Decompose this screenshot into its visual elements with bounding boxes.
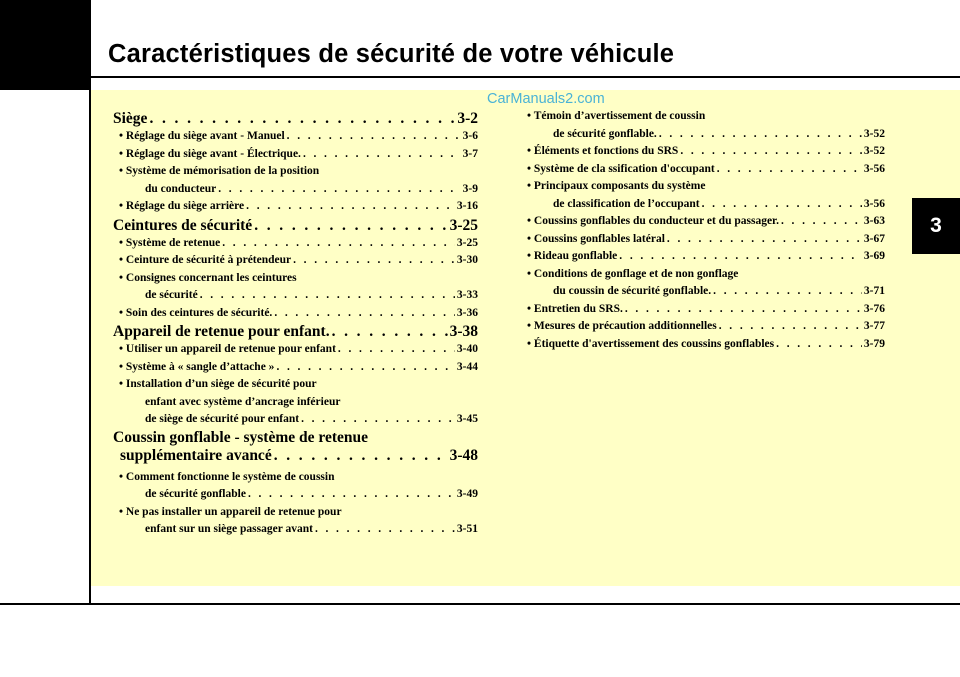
toc-section-siege[interactable]: Siège . . . 3-2	[113, 110, 478, 128]
toc-item-reglage-manuel[interactable]: • Réglage du siège avant - Manuel . . . 3-6	[113, 128, 478, 146]
toc-item-reglage-electrique[interactable]: • Réglage du siège avant - Électrique. . . . 3-7	[113, 146, 478, 164]
toc-item-memorisation-line1: • Système de mémorisation de la position	[119, 165, 320, 177]
toc-section-ceintures[interactable]: Ceintures de sécurité . . . 3-25	[113, 217, 478, 235]
toc-item-ne-pas-line1: • Ne pas installer un appareil de retenue pour	[119, 505, 342, 518]
toc-item-comment-line1: • Comment fonctionne le système de coussin	[119, 470, 335, 483]
toc-section-appareil[interactable]: Appareil de retenue pour enfant. . . . 3-38	[113, 323, 478, 341]
toc-item-consignes-line1: • Consignes concernant les ceintures	[119, 271, 297, 284]
toc-item-principaux-line1: • Principaux composants du système	[527, 180, 706, 192]
toc-item-installation-line1: • Installation d’un siège de sécurité pour	[119, 378, 317, 390]
chapter-tab[interactable]	[912, 198, 960, 254]
toc-item-comment[interactable]: de sécurité gonflable . . . 3-49	[113, 486, 478, 504]
toc-item-temoin-line1: • Témoin d’avertissement de coussin	[527, 110, 706, 122]
toc-item-classification[interactable]: • Système de cla ssification d'occupant . . . 3-56	[523, 161, 885, 179]
title-underline	[91, 76, 960, 78]
bottom-rule	[0, 603, 960, 605]
toc-item-principaux[interactable]: de classification de l’occupant . . . 3-56	[523, 196, 885, 214]
toc-right-column	[523, 108, 885, 353]
toc-item-coussins-conducteur[interactable]: • Coussins gonflables du conducteur et du passager. . . . 3-63	[523, 213, 885, 231]
watermark: CarManuals2.com	[487, 91, 605, 107]
page-title: Caractéristiques de sécurité de votre véhicule	[108, 40, 675, 68]
toc-item-temoin[interactable]: de sécurité gonflable. . . . 3-52	[523, 126, 885, 144]
toc-item-siege-arriere[interactable]: • Réglage du siège arrière . . . 3-16	[113, 198, 478, 216]
toc-section-coussin-line1: Coussin gonflable - système de retenue	[113, 428, 369, 446]
toc-item-utiliser[interactable]: • Utiliser un appareil de retenue pour enfant . . . 3-40	[113, 341, 478, 359]
toc-item-installation[interactable]: de siège de sécurité pour enfant . . . 3-45	[113, 411, 478, 429]
toc-item-installation-line2: enfant avec système d’ancrage inférieur	[145, 395, 341, 408]
corner-black-block	[0, 0, 90, 90]
toc-section-coussin[interactable]: supplémentaire avancé . . . 3-48	[113, 447, 478, 465]
toc-item-entretien[interactable]: • Entretien du SRS. . . . 3-76	[523, 301, 885, 319]
toc-item-memorisation[interactable]: du conducteur . . . 3-9	[113, 181, 478, 199]
toc-item-ne-pas[interactable]: enfant sur un siège passager avant . . . 3-51	[113, 521, 478, 539]
toc-item-elements[interactable]: • Éléments et fonctions du SRS . . . 3-52	[523, 143, 885, 161]
toc-item-coussins-lateral[interactable]: • Coussins gonflables latéral . . . 3-67	[523, 231, 885, 249]
toc-item-conditions[interactable]: du coussin de sécurité gonflable. . . . 3-71	[523, 283, 885, 301]
toc-item-consignes[interactable]: de sécurité . . . 3-33	[113, 287, 478, 305]
toc-item-conditions-line1: • Conditions de gonflage et de non gonflage	[527, 267, 739, 280]
toc-left-column	[113, 110, 478, 539]
toc-item-mesures[interactable]: • Mesures de précaution additionnelles . . . 3-77	[523, 318, 885, 336]
toc-item-pretendeur[interactable]: • Ceinture de sécurité à prétendeur . . . 3-30	[113, 252, 478, 270]
chapter-number: 3	[930, 214, 942, 237]
toc-item-systeme-retenue[interactable]: • Système de retenue . . . 3-25	[113, 235, 478, 253]
toc-item-sangle[interactable]: • Système à « sangle d’attache » . . . 3-44	[113, 359, 478, 377]
toc-item-soin[interactable]: • Soin des ceintures de sécurité. . . . 3-36	[113, 305, 478, 323]
toc-item-rideau[interactable]: • Rideau gonflable . . . 3-69	[523, 248, 885, 266]
toc-item-etiquette[interactable]: • Étiquette d'avertissement des coussins gonflables . . . 3-79	[523, 336, 885, 354]
